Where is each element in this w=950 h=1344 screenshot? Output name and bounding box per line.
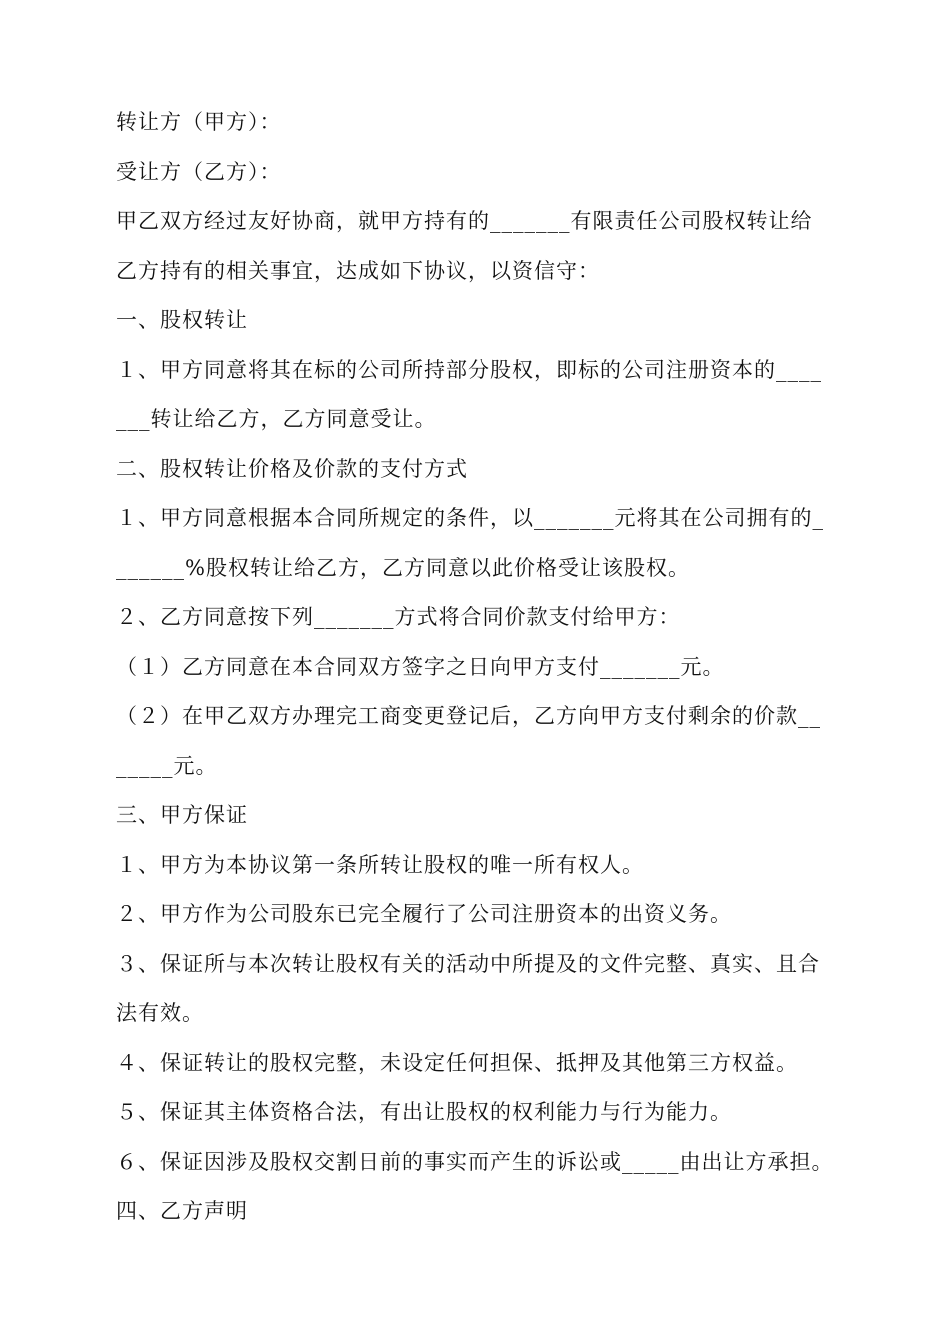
party-a-label: 转让方（甲方）： [116, 110, 282, 134]
clause-line: _____元。 [116, 753, 218, 778]
section-heading: 二、股权转让价格及价款的支付方式 [116, 456, 468, 481]
clause-line: 法有效。 [116, 1001, 204, 1025]
clause-line: ５、保证其主体资格合法，有出让股权的权利能力与行为能力。 [116, 1100, 732, 1124]
clause-line: ______%股权转让给乙方，乙方同意以此价格受让该股权。 [116, 555, 690, 580]
section-heading: 一、股权转让 [116, 308, 248, 332]
clause-line: ６、保证因涉及股权交割日前的事实而产生的诉讼或_____由出让方承担。 [116, 1149, 834, 1174]
party-b-label: 受让方（乙方）： [116, 159, 282, 184]
intro-paragraph-line: 乙方持有的相关事宜，达成如下协议，以资信守： [116, 258, 600, 283]
document-body [116, 104, 840, 1243]
clause-line: １、甲方同意根据本合同所规定的条件，以_______元将其在公司拥有的_ [116, 506, 824, 530]
clause-line: ２、乙方同意按下列_______方式将合同价款支付给甲方： [116, 605, 681, 629]
clause-line: １、甲方同意将其在标的公司所持部分股权，即标的公司注册资本的____ [116, 357, 822, 382]
intro-paragraph-line: 甲乙双方经过友好协商，就甲方持有的_______有限责任公司股权转让给 [116, 209, 813, 233]
clause-line: ２、甲方作为公司股东已完全履行了公司注册资本的出资义务。 [116, 902, 732, 926]
clause-line: １、甲方为本协议第一条所转让股权的唯一所有权人。 [116, 852, 644, 877]
clause-line: ３、保证所与本次转让股权有关的活动中所提及的文件完整、真实、且合 [116, 951, 820, 976]
clause-line: ___转让给乙方，乙方同意受让。 [116, 407, 437, 431]
clause-line: （１）乙方同意在本合同双方签字之日向甲方支付_______元。 [116, 654, 725, 679]
clause-line: ４、保证转让的股权完整，未设定任何担保、抵押及其他第三方权益。 [116, 1050, 798, 1075]
section-heading: 三、甲方保证 [116, 803, 248, 827]
clause-line: （２）在甲乙双方办理完工商变更登记后，乙方向甲方支付剩余的价款__ [116, 704, 821, 728]
section-heading: 四、乙方声明 [116, 1199, 248, 1223]
